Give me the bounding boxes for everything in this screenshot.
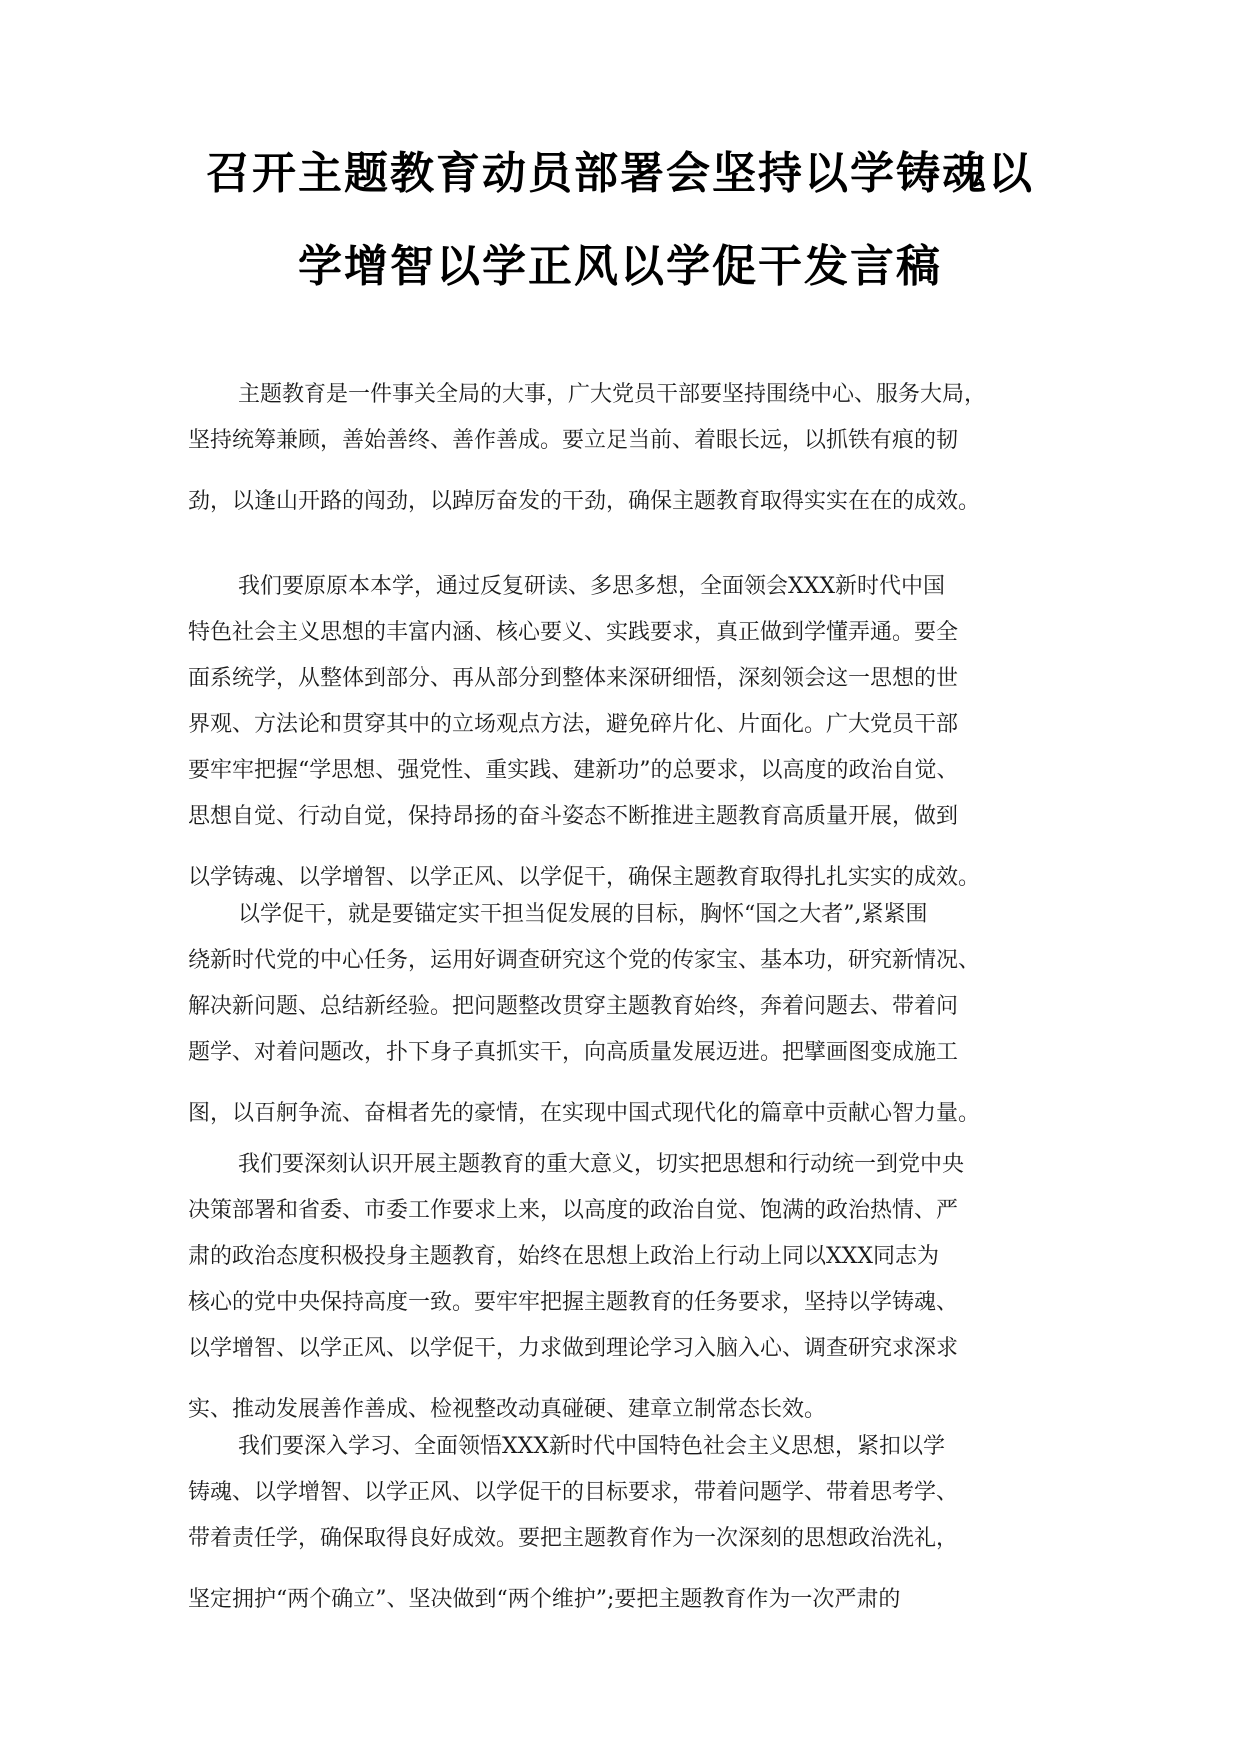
paragraph-line: 思想自觉、行动自觉，保持昂扬的奋斗姿态不断推进主题教育高质量开展，做到 bbox=[188, 804, 959, 829]
paragraph-3 bbox=[188, 902, 1058, 1127]
paragraph-line: 以学铸魂、以学增智、以学正风、以学促干，确保主题教育取得扎扎实实的成效。 bbox=[188, 865, 981, 890]
paragraph-line: 特色社会主义思想的丰富内涵、核心要义、实践要求，真正做到学懂弄通。要全 bbox=[188, 620, 959, 645]
paragraph-line: 界观、方法论和贯穿其中的立场观点方法，避免碎片化、片面化。广大党员干部 bbox=[188, 712, 959, 737]
paragraph-line: 核心的党中央保持高度一致。要牢牢把握主题教育的任务要求，坚持以学铸魂、 bbox=[188, 1290, 959, 1315]
paragraph-line: 我们要深刻认识开展主题教育的重大意义，切实把思想和行动统一到党中央 bbox=[238, 1152, 965, 1177]
paragraph-5 bbox=[188, 1434, 1058, 1613]
paragraph-line: 带着责任学，确保取得良好成效。要把主题教育作为一次深刻的思想政治洗礼， bbox=[188, 1526, 959, 1551]
paragraph-line: 面系统学，从整体到部分、再从部分到整体来深研细悟，深刻领会这一思想的世 bbox=[188, 666, 959, 691]
paragraph-line: 图，以百舸争流、奋楫者先的豪情，在实现中国式现代化的篇章中贡献心智力量。 bbox=[188, 1101, 981, 1126]
paragraph-1 bbox=[188, 382, 1058, 515]
paragraph-line: 题学、对着问题改，扑下身子真抓实干，向高质量发展迈进。把擘画图变成施工 bbox=[188, 1040, 959, 1065]
paragraph-line: 坚持统筹兼顾，善始善终、善作善成。要立足当前、着眼长远，以抓铁有痕的韧 bbox=[188, 428, 959, 453]
paragraph-line: 实、推动发展善作善成、检视整改动真碰硬、建章立制常态长效。 bbox=[188, 1397, 827, 1422]
paragraph-line: 主题教育是一件事关全局的大事，广大党员干部要坚持围绕中心、服务大局， bbox=[238, 382, 987, 407]
paragraph-line: 我们要原原本本学，通过反复研读、多思多想，全面领会XXX新时代中国 bbox=[238, 574, 945, 599]
paragraph-line: 我们要深入学习、全面领悟XXX新时代中国特色社会主义思想，紧扣以学 bbox=[238, 1434, 945, 1459]
title-line-2: 学增智以学正风以学促干发言稿 bbox=[298, 241, 942, 292]
paragraph-line: 以学促干，就是要锚定实干担当促发展的目标，胸怀“国之大者”,紧紧围 bbox=[238, 902, 928, 927]
paragraph-2 bbox=[188, 574, 1058, 891]
document-title bbox=[150, 148, 1090, 293]
paragraph-line: 解决新问题、总结新经验。把问题整改贯穿主题教育始终，奔着问题去、带着问 bbox=[188, 994, 959, 1019]
paragraph-line: 坚定拥护“两个确立”、坚决做到“两个维护”;要把主题教育作为一次严肃的 bbox=[188, 1587, 901, 1612]
paragraph-line: 绕新时代党的中心任务，运用好调查研究这个党的传家宝、基本功，研究新情况、 bbox=[188, 948, 981, 973]
title-line-1: 召开主题教育动员部署会坚持以学铸魂以 bbox=[206, 148, 1034, 199]
paragraph-line: 要牢牢把握“学思想、强党性、重实践、建新功”的总要求，以高度的政治自觉、 bbox=[188, 758, 959, 783]
paragraph-line: 决策部署和省委、市委工作要求上来，以高度的政治自觉、饱满的政治热情、严 bbox=[188, 1198, 959, 1223]
paragraph-line: 铸魂、以学增智、以学正风、以学促干的目标要求，带着问题学、带着思考学、 bbox=[188, 1480, 959, 1505]
paragraph-line: 劲，以逢山开路的闯劲，以踔厉奋发的干劲，确保主题教育取得实实在在的成效。 bbox=[188, 489, 981, 514]
paragraph-line: 以学增智、以学正风、以学促干，力求做到理论学习入脑入心、调查研究求深求 bbox=[188, 1336, 959, 1361]
paragraph-line: 肃的政治态度积极投身主题教育，始终在思想上政治上行动上同以XXX同志为 bbox=[188, 1244, 939, 1269]
paragraph-4 bbox=[188, 1152, 1058, 1423]
